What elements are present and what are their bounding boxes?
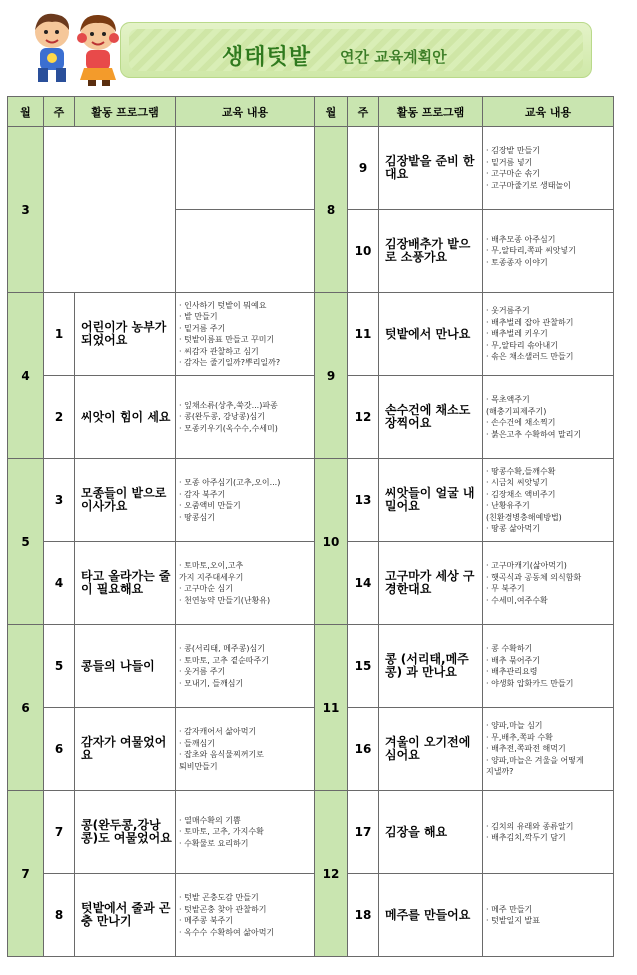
content-item: · 열매수확의 기쁨 xyxy=(179,815,241,825)
content-item: · 붉은고추 수확하여 말리기 xyxy=(486,429,582,439)
content-item: · 햇곡식과 공동체 의식함화 xyxy=(486,572,582,582)
program-cell: 어린이가 농부가 되었어요 xyxy=(75,293,176,376)
week-cell: 2 xyxy=(44,376,75,459)
content-cell xyxy=(483,874,614,957)
content-item: · 땅콩심기 xyxy=(179,512,215,522)
content-item: · 옥수수 수확하여 삶아먹기 xyxy=(179,927,275,937)
week-cell: 17 xyxy=(348,791,379,874)
program-cell: 텃밭에서 만나요 xyxy=(379,293,483,376)
table-row xyxy=(8,293,614,376)
content-item: · 웃거름 주기 xyxy=(179,667,226,676)
header-week: 주 xyxy=(348,97,379,127)
content-item: · 고구마줄기로 생태놀이 xyxy=(486,180,571,190)
content-item: · 모내기, 들깨심기 xyxy=(179,678,244,688)
content-cell xyxy=(176,791,315,874)
content-cell xyxy=(483,542,614,625)
content-item: · 양파,마늘은 겨울을 어떻게 xyxy=(486,755,584,765)
program-cell: 감자가 여물었어요 xyxy=(75,708,176,791)
content-item: · 잎채소류(상추,쑥갓...)파종 xyxy=(179,400,278,410)
content-item: · 야생화 압화카드 만들기 xyxy=(486,678,574,688)
content-item: · 밑거름 주기 xyxy=(179,323,226,333)
content-cell xyxy=(176,625,315,708)
program-cell: 콩(완두콩,강낭콩)도 여물었어요 xyxy=(75,791,176,874)
content-cell xyxy=(176,874,315,957)
month-cell: 7 xyxy=(8,791,44,957)
header-week: 주 xyxy=(44,97,75,127)
program-cell: 씨앗이 힘이 세요 xyxy=(75,376,176,459)
content-item: · 땅콩수확,들깨수확 xyxy=(486,466,556,476)
content-item: · 무,알타리 솎아내기 xyxy=(486,340,558,350)
content-cell xyxy=(483,127,614,210)
empty-cell xyxy=(176,210,315,293)
program-cell: 겨울이 오기전에 심어요 xyxy=(379,708,483,791)
content-item: · 김장밭 만들기 xyxy=(486,146,540,155)
table-row xyxy=(8,625,614,708)
month-cell: 9 xyxy=(315,293,348,459)
week-cell: 15 xyxy=(348,625,379,708)
week-cell: 5 xyxy=(44,625,75,708)
table-row xyxy=(8,127,614,210)
content-cell xyxy=(483,625,614,708)
content-cell xyxy=(483,708,614,791)
content-item: · 밭 만들기 xyxy=(179,312,218,321)
week-cell: 1 xyxy=(44,293,75,376)
program-cell: 콩들의 나들이 xyxy=(75,625,176,708)
content-item: · 수세미,여주수확 xyxy=(486,595,548,605)
content-item: · 텃밭 곤충도감 만들기 xyxy=(179,893,259,902)
table-row xyxy=(8,542,614,625)
week-cell: 18 xyxy=(348,874,379,957)
week-cell: 6 xyxy=(44,708,75,791)
content-item: · 천연농약 만들기(난황유) xyxy=(179,595,271,605)
program-cell: 메주를 만들어요 xyxy=(379,874,483,957)
month-cell: 3 xyxy=(8,127,44,293)
month-cell: 12 xyxy=(315,791,348,957)
content-item: · 배추모종 아주심기 xyxy=(486,234,556,244)
content-item: · 오줌액비 만들기 xyxy=(179,501,241,510)
content-cell xyxy=(176,293,315,376)
page-subtitle: 연간 교육계획안 xyxy=(340,48,447,66)
table-row xyxy=(8,791,614,874)
content-item: · 난황유주기 xyxy=(486,501,530,510)
content-item: · 감자 북주기 xyxy=(179,489,226,499)
program-cell: 김장밭을 준비 한대요 xyxy=(379,127,483,210)
content-item: · 무,배추,쪽파 수확 xyxy=(486,732,553,742)
week-cell: 4 xyxy=(44,542,75,625)
program-cell: 콩 (서리태,메주콩) 과 만나요 xyxy=(379,625,483,708)
month-cell: 5 xyxy=(8,459,44,625)
content-item: · 밑거름 넣기 xyxy=(486,157,533,167)
program-cell: 텃밭에서 줄과 곤충 만나기 xyxy=(75,874,176,957)
content-item: · 배추김치,깍두기 담기 xyxy=(486,833,566,842)
content-cell xyxy=(483,791,614,874)
content-item: · 모종키우기(옥수수,수세미) xyxy=(179,423,278,433)
content-cell xyxy=(483,293,614,376)
program-cell: 김장배추가 밭으로 소풍가요 xyxy=(379,210,483,293)
program-cell: 씨앗들이 얼굴 내밀어요 xyxy=(379,459,483,542)
header-program: 활동 프로그램 xyxy=(379,97,483,127)
education-plan-table xyxy=(7,96,614,957)
content-item: · 콩(서리태, 메주콩)심기 xyxy=(179,644,265,653)
header-month: 월 xyxy=(8,97,44,127)
content-item: (친환경병충해예방법) xyxy=(486,512,562,522)
header-content: 교육 내용 xyxy=(483,97,614,127)
week-cell: 3 xyxy=(44,459,75,542)
content-item: 퇴비만들기 xyxy=(179,761,218,771)
content-cell xyxy=(176,459,315,542)
empty-cell xyxy=(44,127,176,293)
content-item: · 배추관리요령 xyxy=(486,667,538,676)
table-row xyxy=(8,874,614,957)
content-item: · 땅콩 삶아먹기 xyxy=(486,524,540,533)
content-item: · 감자캐어서 삶아먹기 xyxy=(179,727,257,736)
content-cell xyxy=(176,708,315,791)
content-item: · 고구마캐기(삶아먹기) xyxy=(486,561,567,570)
content-item: · 콩(완두콩, 강낭콩)심기 xyxy=(179,412,265,422)
content-item: · 들깨심기 xyxy=(179,738,215,748)
content-item: · 배추전,쪽파전 해먹기 xyxy=(486,744,566,754)
content-item: · 토마토, 고추, 가지수확 xyxy=(179,827,264,837)
content-item: · 토마토, 고추 곁순따주기 xyxy=(179,655,269,665)
content-item: · 모종 아주심기(고추,오이...) xyxy=(179,478,281,487)
content-item: · 잡초와 음식물찌꺼기로 xyxy=(179,750,264,759)
week-cell: 12 xyxy=(348,376,379,459)
content-item: · 고구마순 솎기 xyxy=(486,169,540,178)
content-item: · 메주콩 북주기 xyxy=(179,916,233,925)
program-cell: 타고 올라가는 줄이 필요해요 xyxy=(75,542,176,625)
children-mascot-icon xyxy=(24,10,134,88)
month-cell: 6 xyxy=(8,625,44,791)
content-item: · 김장채소 액비주기 xyxy=(486,489,556,499)
content-item: 가지 지주대세우기 xyxy=(179,572,244,582)
content-item: · 고구마순 심기 xyxy=(179,584,233,593)
table-row xyxy=(8,376,614,459)
week-cell: 16 xyxy=(348,708,379,791)
page-header xyxy=(0,0,637,92)
week-cell: 9 xyxy=(348,127,379,210)
content-cell xyxy=(483,459,614,542)
content-item: · 배추벌레 키우기 xyxy=(486,329,548,339)
content-item: (해충기피제주기) xyxy=(486,406,547,416)
table-row xyxy=(8,708,614,791)
week-cell: 11 xyxy=(348,293,379,376)
content-item: · 무 북주기 xyxy=(486,584,525,593)
program-cell: 김장을 해요 xyxy=(379,791,483,874)
content-item: · 배추 묶어주기 xyxy=(486,655,540,665)
month-cell: 10 xyxy=(315,459,348,625)
week-cell: 7 xyxy=(44,791,75,874)
content-item: · 메주 만들기 xyxy=(486,904,533,914)
header-program: 활동 프로그램 xyxy=(75,97,176,127)
content-item: 지낼까? xyxy=(486,767,514,777)
empty-cell xyxy=(176,127,315,210)
content-item: · 목초액주기 xyxy=(486,395,530,404)
content-item: · 텃밭일지 발표 xyxy=(486,916,540,925)
table-row xyxy=(8,459,614,542)
content-item: · 씨감자 관찰하고 심기 xyxy=(179,346,259,356)
header-content: 교육 내용 xyxy=(176,97,315,127)
program-cell: 고구마가 세상 구경한대요 xyxy=(379,542,483,625)
week-cell: 14 xyxy=(348,542,379,625)
content-item: · 콩 수확하기 xyxy=(486,644,533,653)
content-cell xyxy=(176,542,315,625)
content-item: · 시금치 씨앗넣기 xyxy=(486,478,548,487)
program-cell: 모종들이 밭으로 이사가요 xyxy=(75,459,176,542)
content-cell xyxy=(483,376,614,459)
week-cell: 8 xyxy=(44,874,75,957)
content-item: · 양파,마늘 심기 xyxy=(486,721,543,731)
content-item: · 손수건에 채소찍기 xyxy=(486,418,556,427)
content-item: · 배추벌레 잡아 관찰하기 xyxy=(486,317,574,327)
content-item: · 김치의 유래와 종류알기 xyxy=(486,821,574,831)
week-cell: 13 xyxy=(348,459,379,542)
header-month: 월 xyxy=(315,97,348,127)
content-item: · 텃밭이름표 만들고 꾸미기 xyxy=(179,335,275,344)
content-item: · 수확물로 요리하기 xyxy=(179,838,249,848)
content-item: · 웃거름주기 xyxy=(486,306,530,316)
content-item: · 감자는 줄기일까?뿌리일까? xyxy=(179,358,281,367)
month-cell: 8 xyxy=(315,127,348,293)
content-item: · 텃밭곤충 찾아 관찰하기 xyxy=(179,904,267,914)
page-title: 생태텃밭 xyxy=(222,45,312,70)
week-cell: 10 xyxy=(348,210,379,293)
content-item: · 무,알타리,쪽파 씨앗넣기 xyxy=(486,246,576,256)
month-cell: 11 xyxy=(315,625,348,791)
content-item: · 토마토,오이,고추 xyxy=(179,561,244,570)
month-cell: 4 xyxy=(8,293,44,459)
content-item: · 인사하기 텃밭이 뭐예요 xyxy=(179,300,267,310)
content-cell xyxy=(176,376,315,459)
program-cell: 손수건에 채소도장찍어요 xyxy=(379,376,483,459)
content-item: · 토종종자 이야기 xyxy=(486,257,548,267)
content-item: · 솎은 채소샐러드 만들기 xyxy=(486,352,574,362)
content-cell xyxy=(483,210,614,293)
